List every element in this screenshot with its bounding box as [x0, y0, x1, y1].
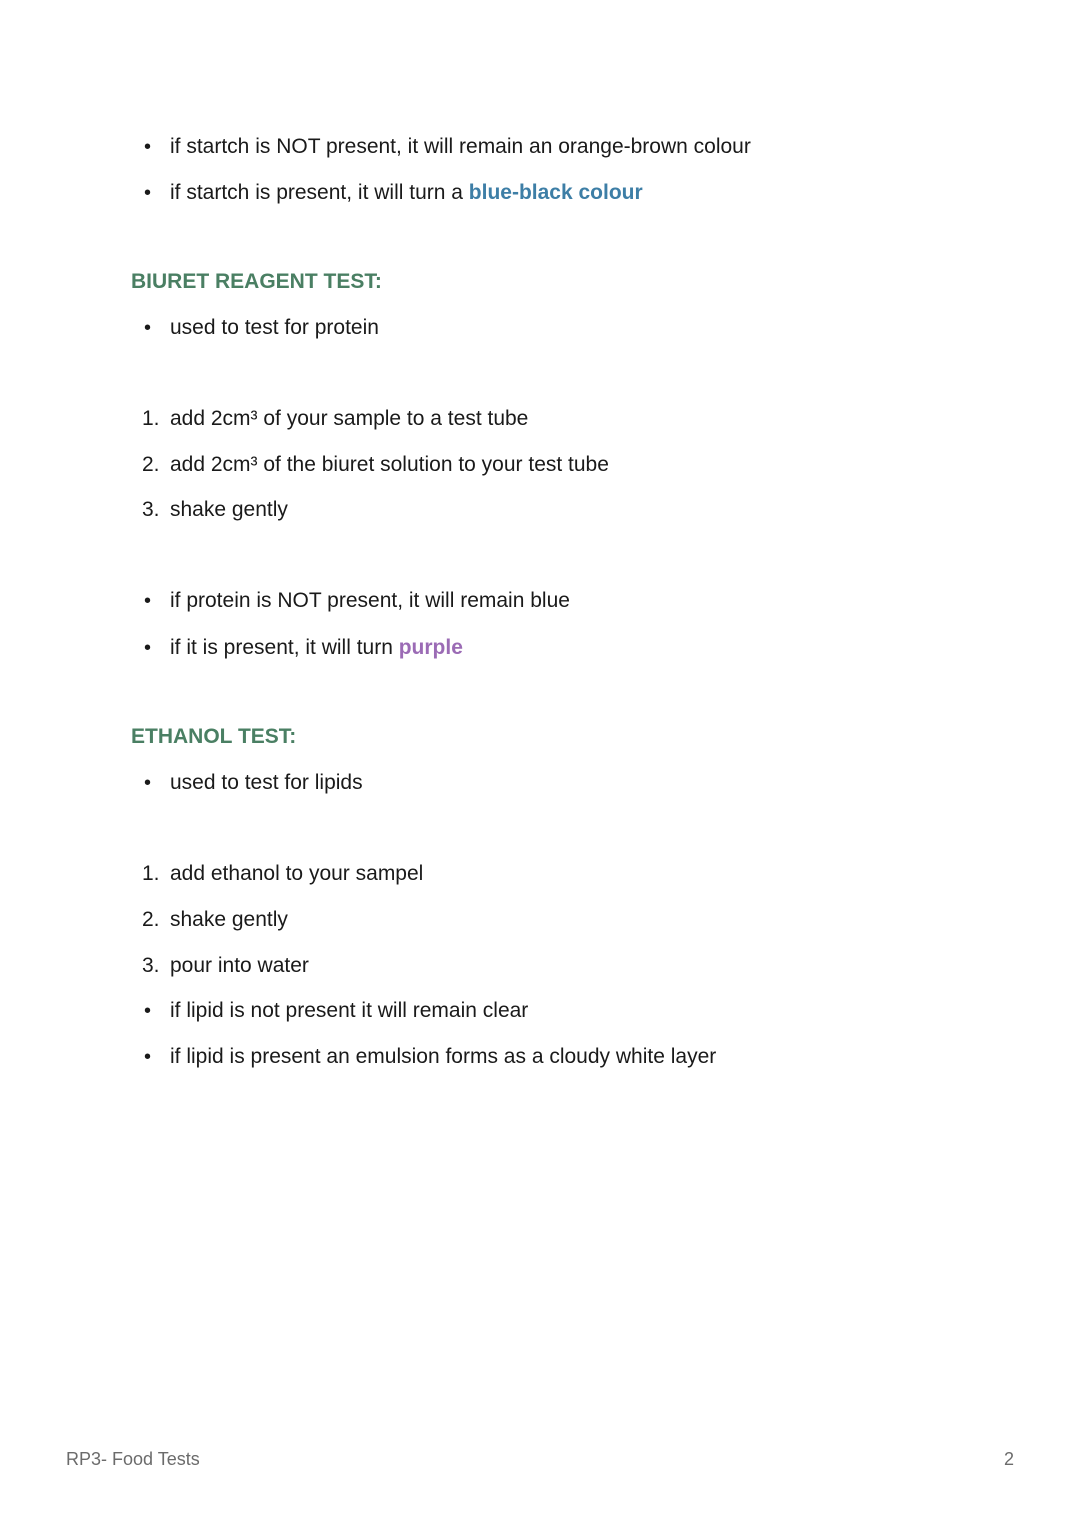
result-text: if lipid is not present it will remain clear	[170, 999, 529, 1022]
biuret-heading: BIURET REAGENT TEST:	[131, 270, 382, 293]
step-text: pour into water	[170, 954, 309, 977]
biuret-step-3	[142, 497, 288, 523]
result-text: if startch is present, it will turn a	[170, 181, 469, 204]
result-text: if lipid is present an emulsion forms as a cloudy white layer	[170, 1045, 717, 1068]
page-number: 2	[1004, 1449, 1015, 1469]
step-text: add 2cm³ of the biuret solution to your test tube	[170, 453, 609, 476]
step-number: 1.	[142, 407, 160, 430]
step-number: 2.	[142, 908, 160, 931]
purpose-text: used to test for protein	[170, 316, 379, 339]
bullet-icon: •	[144, 590, 152, 612]
bullet-icon: •	[144, 772, 152, 794]
ethanol-result-positive	[142, 1044, 716, 1070]
purple-highlight: purple	[398, 636, 463, 659]
ethanol-step-3	[142, 953, 309, 979]
biuret-result-positive	[142, 635, 463, 661]
iodine-result-positive	[142, 180, 643, 206]
ethanol-step-2	[142, 907, 288, 933]
result-text: if startch is NOT present, it will remain an orange-brown colour	[170, 135, 751, 158]
result-text: if it is present, it will turn	[170, 636, 399, 659]
step-number: 3.	[142, 954, 160, 977]
bullet-icon: •	[144, 1000, 152, 1022]
blue-black-highlight: blue-black colour	[468, 181, 643, 204]
bullet-icon: •	[144, 136, 152, 158]
step-number: 2.	[142, 453, 160, 476]
biuret-purpose	[142, 315, 379, 341]
step-text: shake gently	[170, 498, 288, 521]
ethanol-result-negative	[142, 998, 528, 1024]
footer-title: RP3- Food Tests	[66, 1449, 200, 1469]
biuret-step-2	[142, 452, 609, 478]
ethanol-purpose	[142, 770, 363, 796]
result-text: if protein is NOT present, it will remain blue	[170, 589, 570, 612]
bullet-icon: •	[144, 317, 152, 339]
biuret-step-1	[142, 406, 528, 432]
step-text: add 2cm³ of your sample to a test tube	[170, 407, 529, 430]
bullet-icon: •	[144, 182, 152, 204]
ethanol-heading: ETHANOL TEST:	[131, 725, 297, 748]
step-number: 3.	[142, 498, 160, 521]
bullet-icon: •	[144, 1046, 152, 1068]
ethanol-step-1	[142, 861, 423, 887]
step-number: 1.	[142, 862, 160, 885]
bullet-icon: •	[144, 637, 152, 659]
step-text: add ethanol to your sampel	[170, 862, 424, 885]
purpose-text: used to test for lipids	[170, 771, 363, 794]
iodine-result-negative	[142, 134, 751, 160]
step-text: shake gently	[170, 908, 288, 931]
biuret-result-negative	[142, 588, 570, 614]
